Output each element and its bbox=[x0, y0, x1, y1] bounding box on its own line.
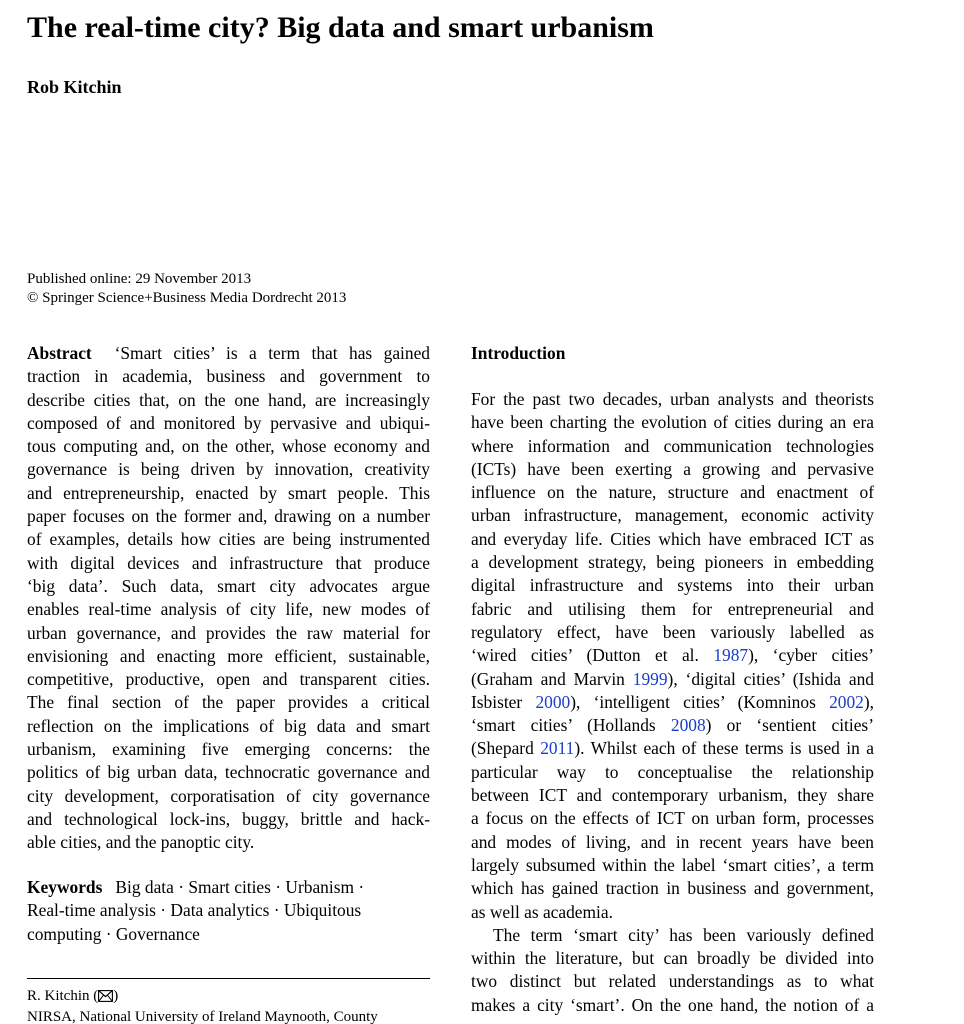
intro-line: two distinct but related understandings as to what bbox=[471, 971, 874, 992]
abstract-line: politics of big urban data, technocratic governance and bbox=[27, 762, 430, 783]
abstract-line: tous computing and, on the other, whose economy and bbox=[27, 436, 430, 457]
intro-line: influence on the nature, structure and enactment of bbox=[471, 482, 874, 503]
footnote-divider bbox=[27, 978, 430, 979]
abstract-line: with digital devices and infrastructure that produce bbox=[27, 552, 430, 573]
abstract-line: reflection on the implications of big data and smart bbox=[27, 715, 430, 736]
intro-line: urban infrastructure, management, economic activity bbox=[471, 505, 874, 526]
abstract-line: and technological lock-ins, buggy, brittle and hack- bbox=[27, 808, 430, 829]
abstract-line: describe cities that, on the one hand, are increasingly bbox=[27, 389, 430, 410]
abstract-paragraph bbox=[27, 342, 430, 855]
abstract-line: paper focuses on the former and, drawing on a number bbox=[27, 506, 430, 527]
intro-line: fabric and utilising them for entrepreneurial and bbox=[471, 598, 874, 619]
citation-link[interactable]: 2008 bbox=[670, 715, 706, 736]
intro-line: (Graham and Marvin 1999), ‘digital cities’ (Ishida and bbox=[471, 668, 875, 689]
intro-line: digital infrastructure and systems into their urban bbox=[471, 575, 874, 596]
introduction-body bbox=[471, 388, 874, 1017]
citation-link[interactable]: 2002 bbox=[829, 691, 864, 712]
corresponding-author: R. Kitchin ( ) bbox=[27, 987, 378, 1008]
abstract-line: city development, corporatisation of city governance bbox=[27, 785, 430, 806]
intro-line: largely subsumed within the label ‘smart cities’, a term bbox=[471, 854, 874, 875]
author-affiliation bbox=[27, 987, 378, 1024]
intro-paragraph-2 bbox=[471, 924, 874, 1017]
abstract-line: urbanism, examining five emerging concerns: the bbox=[27, 739, 430, 760]
intro-line: and everyday life. Cities which have embraced ICT as bbox=[471, 528, 874, 549]
abstract-line: Abstract ‘Smart cities’ is a term that has gained bbox=[27, 343, 430, 363]
citation-link[interactable]: 2000 bbox=[535, 691, 571, 712]
intro-line: For the past two decades, urban analysts and theorists bbox=[471, 389, 874, 409]
intro-line: within the literature, but can broadly be divided into bbox=[471, 948, 874, 969]
intro-line: particular way to conceptualise the relationship bbox=[471, 761, 874, 782]
abstract-line: urban governance, and provides the raw material for bbox=[27, 622, 430, 643]
publication-info bbox=[27, 270, 346, 308]
paper-title: The real-time city? Big data and smart urbanism bbox=[27, 11, 654, 44]
introduction-heading-block bbox=[471, 342, 874, 365]
abstract-line: envisioning and enacting more efficient, sustainable, bbox=[27, 645, 430, 666]
intro-line: The term ‘smart city’ has been variously defined bbox=[493, 924, 874, 945]
abstract-line: able cities, and the panoptic city. bbox=[27, 832, 255, 853]
abstract-line: The final section of the paper provides a critical bbox=[27, 692, 430, 713]
intro-line: regulatory effect, have been variously labelled as bbox=[471, 621, 874, 642]
section-heading-introduction: Introduction bbox=[471, 343, 566, 363]
intro-line: (ICTs) have been exerting a growing and pervasive bbox=[471, 458, 874, 479]
keywords-line: Real-time analysis · Data analytics · Ubiquitous bbox=[27, 900, 362, 921]
abstract-line: traction in academia, business and government to bbox=[27, 366, 430, 387]
abstract-line: of examples, details how cities are being instrumented bbox=[27, 529, 430, 550]
abstract-line: and entrepreneurship, enacted by smart people. This bbox=[27, 482, 430, 503]
intro-line: (Shepard 2011). Whilst each of these terms is used in a bbox=[471, 738, 874, 759]
author-name: Rob Kitchin bbox=[27, 77, 122, 97]
abstract-line: composed of and monitored by pervasive and ubiqui- bbox=[27, 412, 430, 433]
intro-line: a development strategy, being pioneers in embedding bbox=[471, 552, 874, 573]
abstract-line: enables real-time analysis of city life, new modes of bbox=[27, 599, 430, 620]
intro-line: ‘smart cities’ (Hollands 2008) or ‘sentient cities’ bbox=[471, 715, 874, 736]
published-date: Published online: 29 November 2013 bbox=[27, 271, 252, 287]
intro-line: which has gained traction in business and government, bbox=[471, 878, 874, 899]
keywords-section bbox=[27, 876, 430, 946]
intro-paragraph-1 bbox=[471, 388, 874, 924]
abstract-line: ‘big data’. Such data, smart city advocates argue bbox=[27, 575, 430, 596]
intro-line: between ICT and contemporary urbanism, they share bbox=[471, 785, 874, 806]
abstract-section bbox=[27, 342, 430, 855]
envelope-icon[interactable] bbox=[98, 989, 113, 1008]
citation-link[interactable]: 2011 bbox=[540, 738, 575, 759]
intro-line: ‘wired cities’ (Dutton et al. 1987), ‘cyber cities’ bbox=[471, 645, 874, 666]
citation-link[interactable]: 1987 bbox=[713, 645, 749, 666]
affiliation-org: NIRSA, National University of Ireland Maynooth, County bbox=[27, 1009, 378, 1024]
intro-line: and modes of living, and in recent years have been bbox=[471, 831, 874, 852]
copyright-notice: © Springer Science+Business Media Dordrecht 2013 bbox=[27, 290, 347, 306]
intro-line: makes a city ‘smart’. On the one hand, the notion of a bbox=[471, 994, 874, 1015]
keywords-line: computing · Governance bbox=[27, 923, 200, 944]
abstract-line: governance is being driven by innovation, creativity bbox=[27, 459, 430, 480]
keywords-label: Keywords bbox=[27, 877, 103, 897]
intro-line: have been charting the evolution of cities during an era bbox=[471, 412, 874, 433]
intro-line: where information and communication technologies bbox=[471, 435, 874, 456]
keywords-line: Keywords Big data · Smart cities · Urbanism · bbox=[27, 877, 365, 897]
citation-link[interactable]: 1999 bbox=[632, 668, 668, 689]
abstract-label: Abstract bbox=[27, 343, 92, 363]
intro-line: a focus on the effects of ICT on urban form, processes bbox=[471, 808, 874, 829]
abstract-line: competitive, productive, open and transparent cities. bbox=[27, 669, 430, 690]
intro-line: Isbister 2000), ‘intelligent cities’ (Komninos 2002), bbox=[471, 691, 874, 712]
intro-line: as well as academia. bbox=[471, 901, 613, 922]
